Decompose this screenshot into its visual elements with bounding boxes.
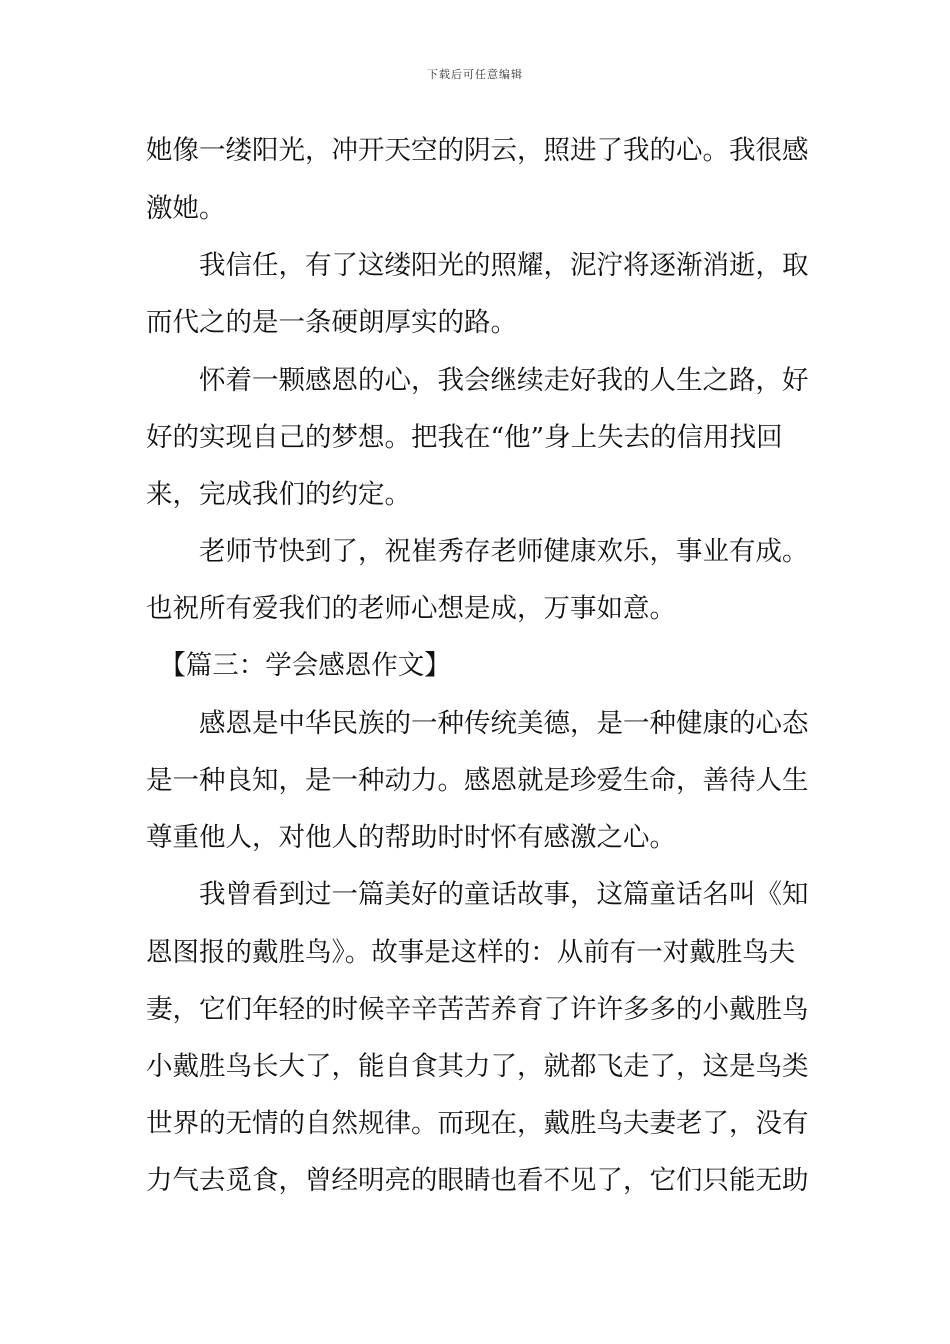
text-line: 力气去觅食，曾经明亮的眼睛也看不见了，它们只能无助 — [146, 1165, 809, 1196]
text-line: 小戴胜鸟长大了，能自食其力了，就都飞走了，这是鸟类 — [146, 1051, 809, 1082]
text-line: 她像一缕阳光，冲开天空的阴云，照进了我的心。我很感 — [146, 135, 809, 166]
text-line: 我信任，有了这缕阳光的照耀，泥泞将逐渐消逝，取 — [146, 250, 809, 281]
text-line: 我曾看到过一篇美好的童话故事，这篇童话名叫《知 — [146, 879, 809, 910]
text-line: 怀着一颗感恩的心，我会继续走好我的人生之路，好 — [146, 365, 809, 396]
text-line: 好的实现自己的梦想。把我在“他”身上失去的信用找回 — [146, 422, 783, 453]
text-line: 激她。 — [146, 193, 226, 224]
text-line: 妻，它们年轻的时候辛辛苦苦养育了许许多多的小戴胜鸟 — [146, 994, 809, 1025]
text-line: 是一种良知，是一种动力。感恩就是珍爱生命，善待人生 — [146, 765, 809, 796]
page-header-note: 下载后可任意编辑 — [427, 68, 523, 81]
text-line: 尊重他人，对他人的帮助时时怀有感激之心。 — [146, 822, 676, 853]
text-line: 来，完成我们的约定。 — [146, 479, 411, 510]
text-line: 恩图报的戴胜鸟》。故事是这样的：从前有一对戴胜鸟夫 — [146, 937, 796, 968]
text-line: 世界的无情的自然规律。而现在，戴胜鸟夫妻老了，没有 — [146, 1108, 809, 1139]
text-line: 感恩是中华民族的一种传统美德，是一种健康的心态 — [146, 708, 809, 739]
section-heading: 【篇三：学会感恩作文】 — [146, 650, 451, 681]
text-line: 也祝所有爱我们的老师心想是成，万事如意。 — [146, 593, 676, 624]
text-line: 老师节快到了，祝崔秀存老师健康欢乐，事业有成。 — [146, 536, 809, 567]
text-line: 而代之的是一条硬朗厚实的路。 — [146, 307, 517, 338]
